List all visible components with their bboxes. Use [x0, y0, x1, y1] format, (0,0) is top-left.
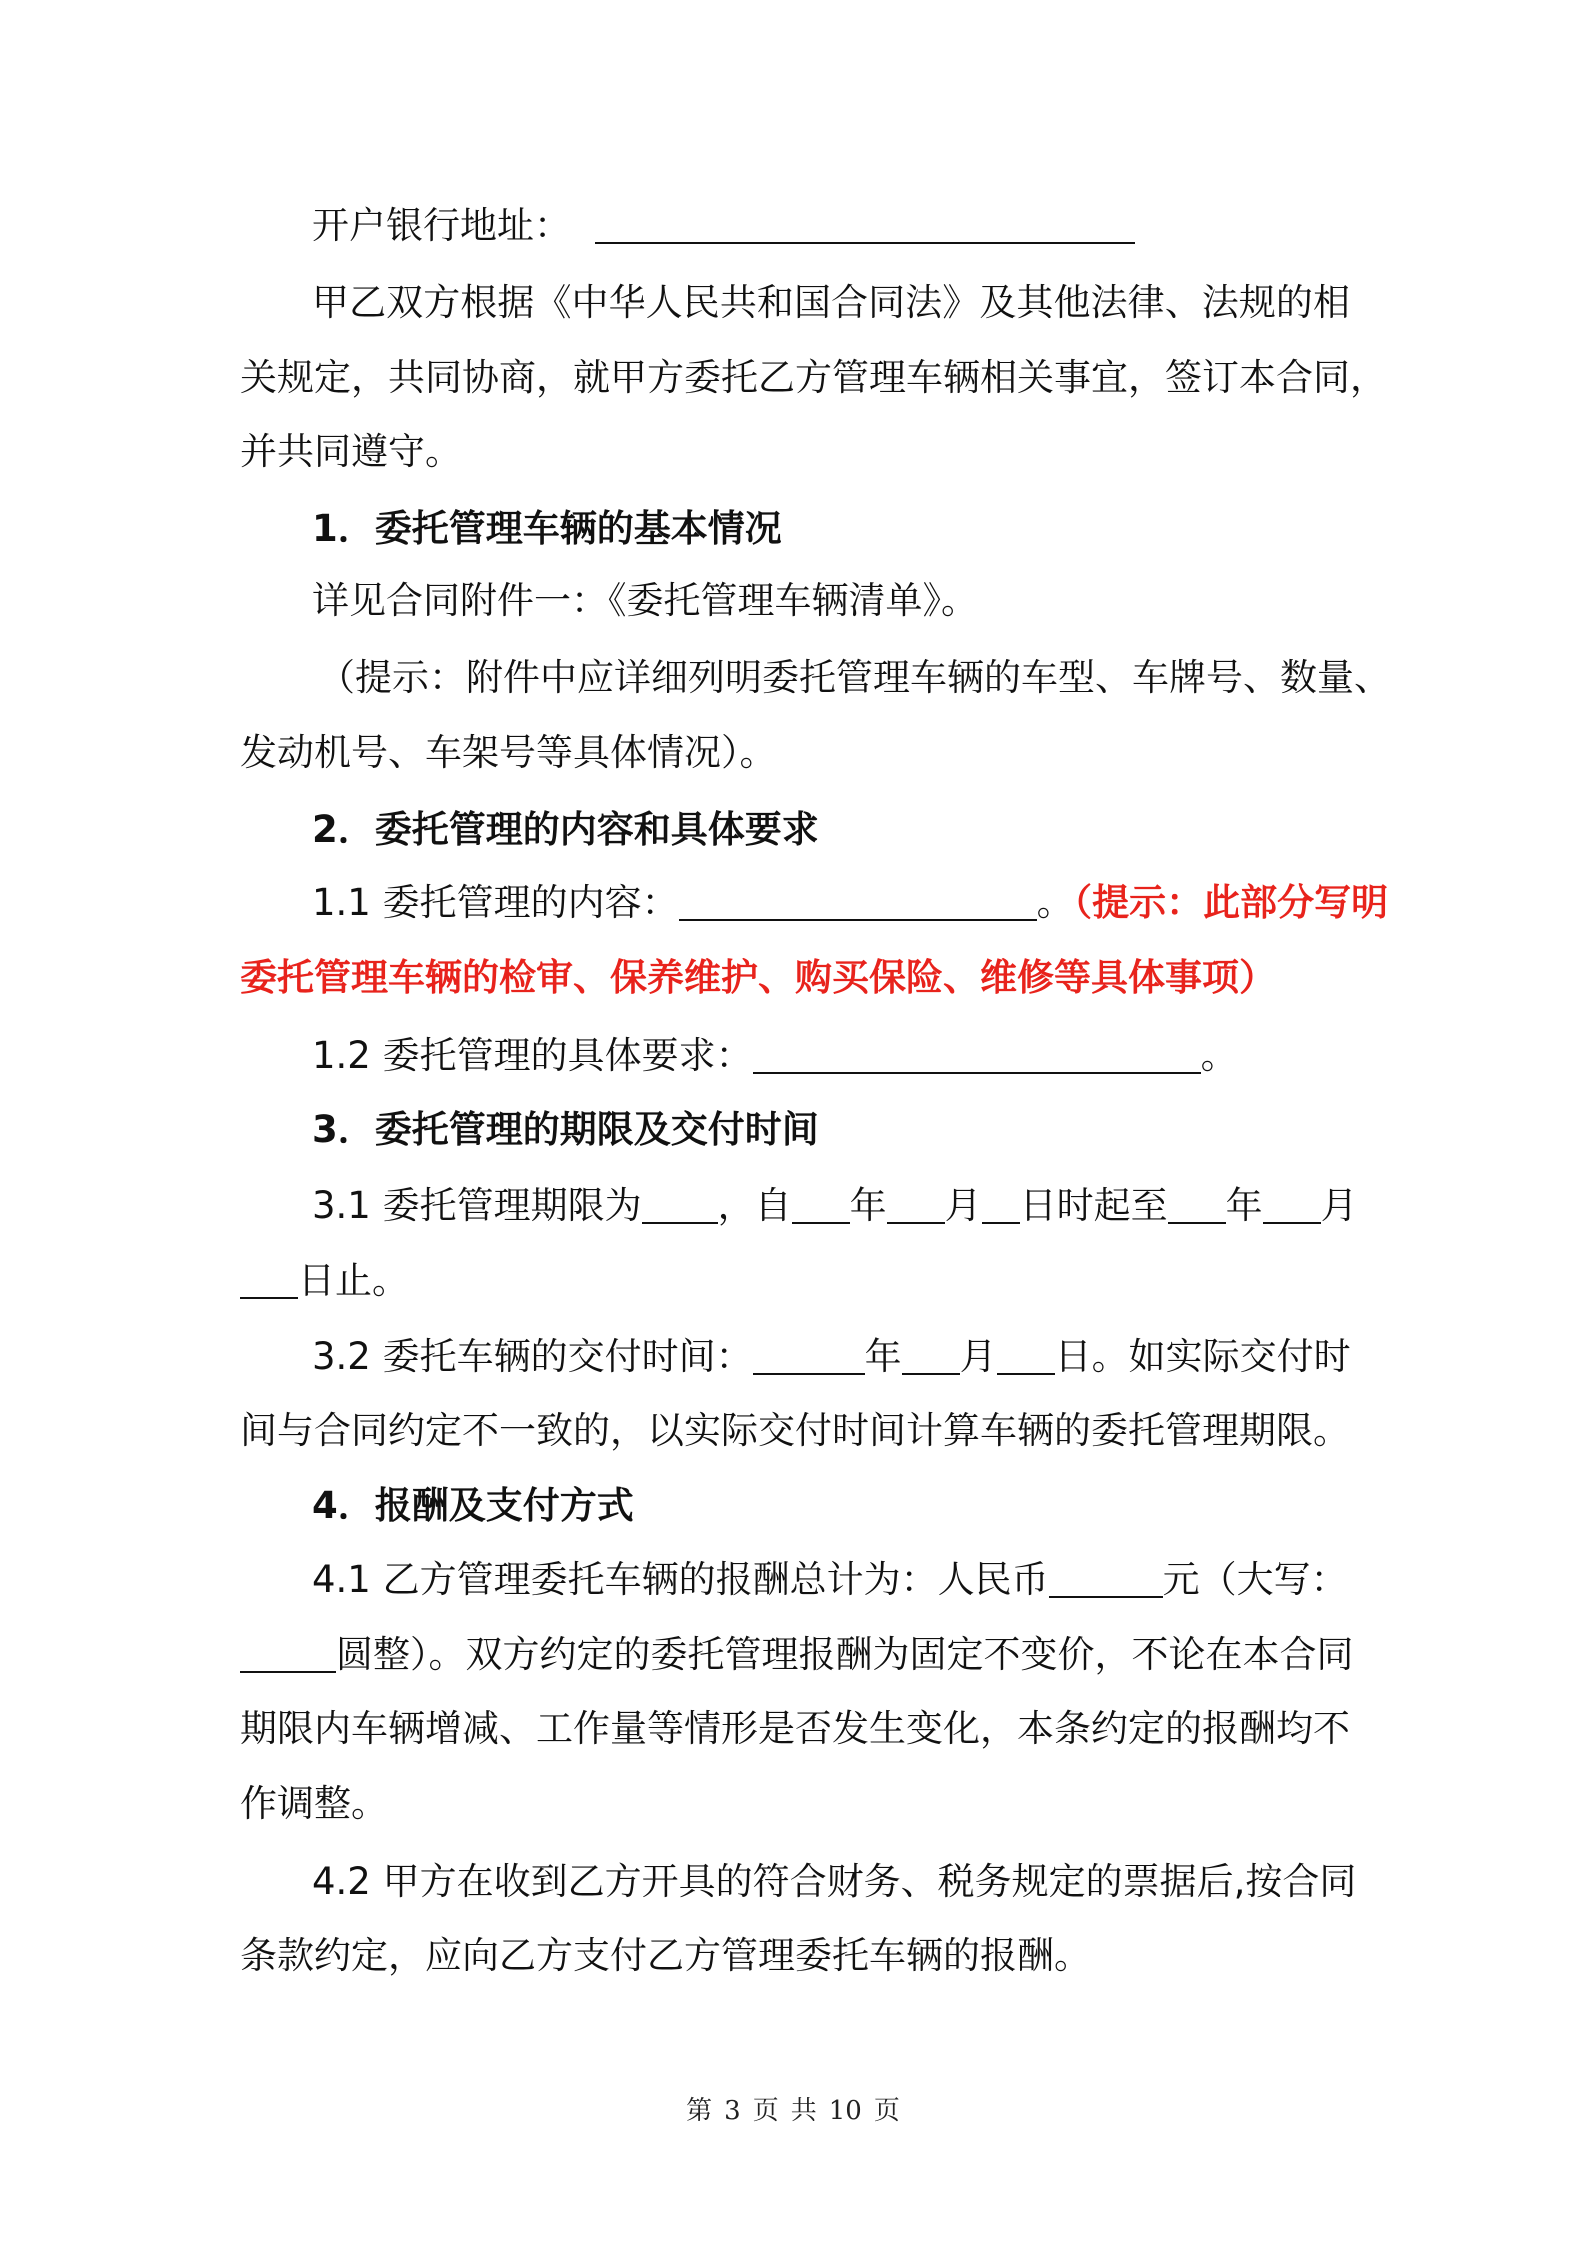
item-3-2-month: 月	[959, 1335, 997, 1378]
delivery-month-blank	[902, 1333, 960, 1375]
item-3-2-label: 3.2 委托车辆的交付时间：	[312, 1335, 753, 1378]
bank-address-label: 开户银行地址：	[312, 204, 571, 247]
item-4-1-line-3: 期限内车辆增减、工作量等情形是否发生变化，本条约定的报酬均不	[240, 1707, 1350, 1750]
intro-line-2: 关规定，共同协商，就甲方委托乙方管理车辆相关事宜，签订本合同，	[240, 356, 1387, 399]
footer-page-number: 3	[724, 2096, 741, 2126]
item-3-2-line-2: 间与合同约定不一致的，以实际交付时间计算车辆的委托管理期限。	[240, 1409, 1350, 1452]
footer-total-pages: 10	[828, 2096, 862, 2126]
item-4-1-line-2	[240, 1629, 1354, 1681]
term-blank	[642, 1182, 718, 1224]
intro-line-3: 并共同遵守。	[240, 430, 462, 473]
item-1-1-hint-b: 委托管理车辆的检审、保养维护、购买保险、维修等具体事项）	[240, 956, 1276, 999]
item-1-1-blank	[679, 879, 1037, 921]
item-3-1-end-month: 月	[1320, 1184, 1358, 1227]
item-1-2-blank	[753, 1032, 1201, 1074]
item-3-1-end-day: 日止。	[298, 1259, 409, 1302]
item-3-1-label: 3.1 委托管理期限为	[312, 1184, 642, 1227]
item-1-1-label: 1.1 委托管理的内容：	[312, 881, 679, 924]
delivery-day-blank	[997, 1333, 1055, 1375]
item-4-2-line-1: 4.2 甲方在收到乙方开具的符合财务、税务规定的票据后,按合同	[312, 1860, 1357, 1903]
intro-line-1: 甲乙双方根据《中华人民共和国合同法》及其他法律、法规的相	[312, 281, 1350, 324]
item-3-2-line	[312, 1331, 1350, 1383]
page-footer	[0, 2090, 1586, 2127]
item-4-2-line-2: 条款约定，应向乙方支付乙方管理委托车辆的报酬。	[240, 1934, 1091, 1977]
start-day-blank	[982, 1182, 1020, 1224]
section-2-heading: 2．委托管理的内容和具体要求	[312, 808, 819, 851]
section-1-hint-line-2: 发动机号、车架号等具体情况）。	[240, 731, 777, 774]
section-4-heading: 4．报酬及支付方式	[312, 1484, 634, 1527]
section-1-hint-line-1: （提示：附件中应详细列明委托管理车辆的车型、车牌号、数量、	[318, 656, 1391, 699]
item-4-1-label: 4.1 乙方管理委托车辆的报酬总计为：人民币	[312, 1558, 1049, 1601]
start-year-blank	[792, 1182, 850, 1224]
bank-address-line	[312, 200, 1350, 252]
end-day-blank	[240, 1257, 298, 1299]
section-1-heading: 1．委托管理车辆的基本情况	[312, 507, 782, 550]
item-1-2-label: 1.2 委托管理的具体要求：	[312, 1034, 753, 1077]
item-4-1-line	[312, 1554, 1350, 1606]
delivery-year-blank	[753, 1333, 865, 1375]
item-1-1-hint-a: （提示：此部分写明	[1073, 881, 1389, 924]
section-3-heading: 3．委托管理的期限及交付时间	[312, 1108, 819, 1151]
item-3-2-year: 年	[864, 1335, 902, 1378]
footer-di: 第	[686, 2096, 713, 2126]
item-3-1-until: 日时起至	[1019, 1184, 1168, 1227]
bank-address-blank	[595, 202, 1135, 244]
item-3-2-tail: 日。如实际交付时	[1054, 1335, 1351, 1378]
item-3-1-from: ，自	[717, 1184, 792, 1227]
item-3-1-line-2	[240, 1255, 1350, 1307]
end-month-blank	[1263, 1182, 1321, 1224]
section-1-detail: 详见合同附件一：《委托管理车辆清单》。	[312, 579, 978, 622]
item-3-1-end-year: 年	[1225, 1184, 1263, 1227]
item-3-1-month: 月	[944, 1184, 982, 1227]
item-1-1-line	[312, 877, 1389, 929]
footer-ye: 页	[752, 2096, 779, 2126]
amount-blank	[1049, 1556, 1163, 1598]
item-1-1-period: 。	[1036, 881, 1074, 924]
item-4-1-yuan: 元（大写：	[1162, 1558, 1348, 1601]
start-month-blank	[887, 1182, 945, 1224]
item-1-2-line	[312, 1030, 1350, 1082]
footer-ye-2: 页	[873, 2096, 900, 2126]
item-4-1-text: 圆整）。双方约定的委托管理报酬为固定不变价，不论在本合同	[336, 1633, 1354, 1676]
item-1-2-period: 。	[1200, 1034, 1238, 1077]
item-3-1-line	[312, 1180, 1358, 1232]
item-3-1-year: 年	[849, 1184, 887, 1227]
footer-gong: 共	[790, 2096, 817, 2126]
item-4-1-line-4: 作调整。	[240, 1782, 388, 1825]
amount-words-blank	[240, 1631, 336, 1673]
end-year-blank	[1168, 1182, 1226, 1224]
